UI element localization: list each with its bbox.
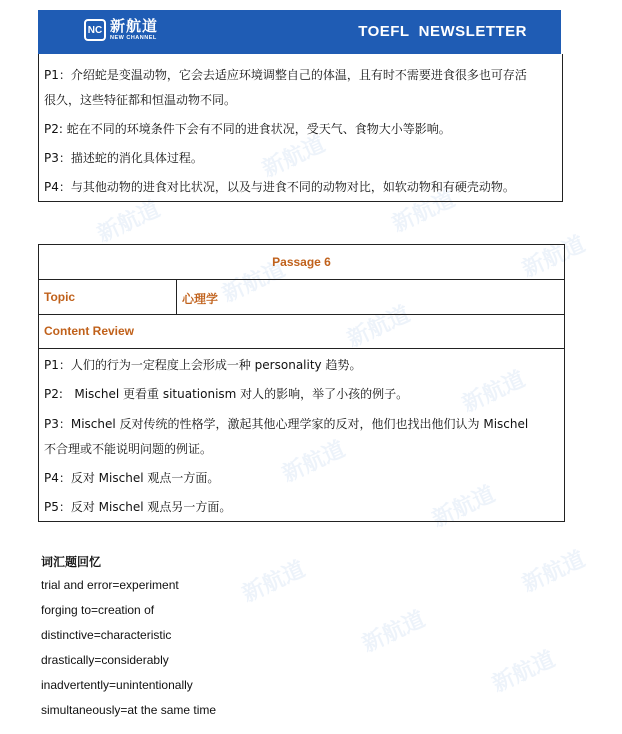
nc-logo-icon: NC [84, 19, 106, 41]
passage6-table [38, 244, 565, 522]
summary-line: P3：描述蛇的消化具体过程。 [44, 151, 203, 165]
watermark: 新航道 [93, 197, 165, 248]
watermark: 新航道 [518, 547, 590, 598]
summary-line: P2: 蛇在不同的环境条件下会有不同的进食状况，受天气、食物大小等影响。 [44, 122, 451, 136]
passage6-paragraph: P5：反对 Mischel 观点另一方面。 [44, 500, 232, 514]
watermark: 新航道 [258, 132, 330, 183]
watermark: 新航道 [488, 647, 560, 698]
watermark: 新航道 [388, 187, 460, 238]
summary-line: P1：介绍蛇是变温动物，它会去适应环境调整自己的体温，且有时不需要进食很多也可存活 [44, 68, 527, 82]
vocabulary-item: drastically=considerably [41, 653, 169, 667]
content-review-label: Content Review [44, 324, 135, 338]
summary-line: 很久，这些特征都和恒温动物不同。 [44, 93, 237, 107]
passage5-summary-box [38, 54, 563, 202]
vocabulary-item: inadvertently=unintentionally [41, 678, 193, 692]
watermark: 新航道 [518, 232, 590, 283]
passage6-paragraph: P2: Mischel 更看重 situationism 对人的影响，举了小孩的例子。 [44, 387, 409, 401]
topic-label: Topic [44, 290, 76, 304]
vocabulary-item: forging to=creation of [41, 603, 155, 617]
watermark: 新航道 [218, 257, 290, 308]
newsletter-header [38, 10, 561, 54]
passage6-paragraph: P4：反对 Mischel 观点一方面。 [44, 471, 220, 485]
passage6-paragraph: P3：Mischel 反对传统的性格学，激起其他心理学家的反对，他们也找出他们认为 Mischel [44, 417, 529, 431]
watermark: 新航道 [278, 437, 350, 488]
watermark: 新航道 [358, 607, 430, 658]
watermark: 新航道 [343, 302, 415, 353]
logo-english-text: NEW CHANNEL [110, 35, 157, 41]
watermark: 新航道 [458, 367, 530, 418]
summary-line: P4：与其他动物的进食对比状况，以及与进食不同的动物对比，如软动物和有硬壳动物。 [44, 180, 515, 194]
vocabulary-item: distinctive=characteristic [41, 628, 172, 642]
vocabulary-item: simultaneously=at the same time [41, 703, 217, 717]
vocabulary-title: 词汇题回忆 [41, 555, 102, 569]
passage6-paragraph: P1：人们的行为一定程度上会形成一种 personality 趋势。 [44, 358, 362, 372]
newsletter-title: TOEFL NEWSLETTER [358, 23, 527, 40]
passage-title: Passage 6 [272, 255, 331, 269]
watermark: 新航道 [428, 482, 500, 533]
logo [84, 19, 158, 42]
passage6-paragraph: 不合理或不能说明问题的例证。 [44, 442, 213, 456]
vocabulary-item: trial and error=experiment [41, 578, 179, 592]
topic-value: 心理学 [182, 292, 219, 306]
logo-chinese-text: 新航道 [110, 17, 159, 35]
watermark: 新航道 [238, 557, 310, 608]
